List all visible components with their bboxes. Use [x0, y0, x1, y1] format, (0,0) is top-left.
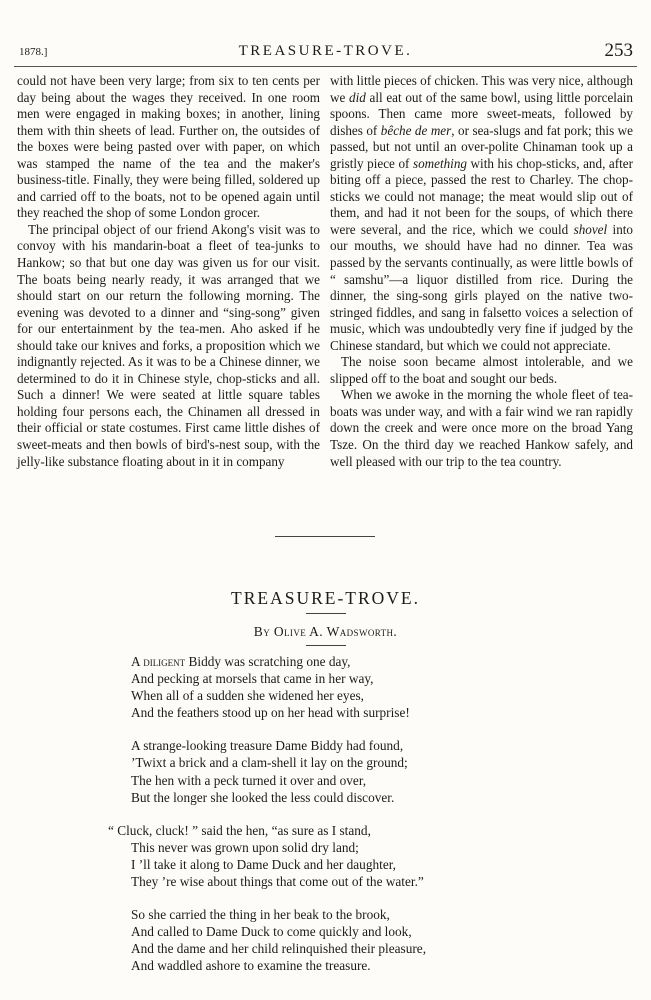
- poem-line: And pecking at morsels that came in her way,: [131, 671, 374, 687]
- stanza: [108, 822, 531, 890]
- poem-line: And waddled ashore to examine the treasure.: [131, 958, 371, 974]
- paragraph: The principal object of our friend Akong's visit was to convoy with his mandarin-boat a fleet of tea-junks to Hankow; so that but one day was given us for our visit. The boats being nearly ready, it was arranged that we should start on our return the following morning. The evening was devoted to a dinner and “sing-song” given for our entertainment by the tea-men. Aho asked if he should take our knives and forks, a proposition which we indignantly rejected. As it was to be a Chinese dinner, we determined to do it in Chinese style, chop-sticks and all. Such a dinner! We were seated at little square tables holding four persons each, the Chinamen all dressed in their official or state costumes. First came little dishes of sweet-meats and then bowls of bird's-nest soup, with the jelly-like substance floating about in it in company: [17, 221, 320, 469]
- author-name: By Olive A. Wadsworth.: [253, 624, 398, 639]
- italic-text: something: [412, 155, 467, 171]
- stanza: [131, 737, 531, 805]
- poem-line: [131, 653, 531, 670]
- right-column: [330, 73, 633, 470]
- left-column: [17, 73, 320, 470]
- poem-line: “ Cluck, cluck! ” said the hen, “as sure as I stand,: [108, 822, 371, 838]
- poem-line: And the dame and her child relinquished their pleasure,: [131, 941, 427, 957]
- byline-rule: [306, 645, 346, 646]
- paragraph: When we awoke in the morning the whole fleet of tea-boats was under way, and with a fair wind we ran rapidly down the creek and were once more on the broad Yang Tsze. On the third day we reached Hankow safely, and well pleased with our trip to the tea country.: [330, 387, 633, 469]
- poem-line: This never was grown upon solid dry land;: [131, 839, 359, 855]
- text-run: with little pieces of chicken. This was very nice, although we: [330, 73, 634, 105]
- paragraph: The noise soon became almost intolerable, and we slipped off to the boat and sought our beds.: [330, 354, 633, 386]
- small-caps-opening: A diligent: [131, 654, 186, 669]
- text-run: , or sea-slugs and fat pork; this we passed, but not until an over-polite Chinaman took up a gristly piece of: [330, 122, 633, 171]
- header-year: 1878.]: [19, 46, 48, 58]
- stanza: [131, 906, 531, 974]
- paragraph: could not have been very large; from six to ten cents per day being about the wages they received. In one room men were engaged in making boxes; in another, lining them with thin sheets of lead. Further on, the outsides of the boxes were being pasted over with paper, on which was stamped the name of the tea and the maker's business-title. Finally, they were being filled, soldered up and carried off to the boats, not to be opened again until they reached the shop of some London grocer.: [17, 73, 320, 221]
- text-run: Biddy was scratching one day,: [185, 654, 351, 669]
- poem-line: The hen with a peck turned it over and over,: [131, 772, 367, 788]
- poem-title: TREASURE-TROVE.: [231, 588, 420, 608]
- paragraph: [330, 73, 633, 354]
- poem-line: So she carried the thing in her beak to the brook,: [131, 907, 390, 923]
- poem-line: When all of a sudden she widened her eyes,: [131, 688, 364, 704]
- poem-byline: [0, 624, 651, 640]
- poem-line: And called to Dame Duck to come quickly and look,: [131, 924, 412, 940]
- italic-text: did: [349, 89, 366, 105]
- header-title: TREASURE-TROVE.: [238, 43, 413, 59]
- poem-line: I ’ll take it along to Dame Duck and her daughter,: [131, 856, 396, 872]
- title-rule: [306, 613, 346, 614]
- poem-line: But the longer she looked the less could discover.: [131, 789, 395, 805]
- poem-line: They ’re wise about things that come out of the water.”: [131, 874, 424, 890]
- poem-body: [108, 653, 531, 991]
- italic-text: bêche de mer: [380, 122, 452, 138]
- text-run: with his chop-sticks, and, after biting off a piece, passed the rest to Charley. The chop-sticks we could not manage; the meat would slip out of them, and had it not been for the soups, of which there were several, and the rice, which we could: [330, 155, 633, 237]
- header-rule: [14, 66, 637, 67]
- text-run: all eat out of the same bowl, using little porcelain spoons. Then came more sweet-meats, followed by dishes of: [330, 89, 633, 138]
- poem-line: ’Twixt a brick and a clam-shell it lay on the ground;: [131, 755, 408, 771]
- running-header: [14, 40, 637, 66]
- stanza: [131, 653, 531, 721]
- page-number: 253: [604, 40, 633, 61]
- poem-line: A strange-looking treasure Dame Biddy had found,: [131, 738, 404, 754]
- poem-line: And the feathers stood up on her head with surprise!: [131, 705, 410, 721]
- section-divider: [275, 536, 375, 537]
- text-run: into our mouths, we should have had no dinner. Tea was passed by the servants continually, as were little bowls of “ samshu”—a liquor distilled from rice. During the dinner, the sing-song girls played on the native two-stringed fiddles, and sang in falsetto voices a selection of music, which was undoubtedly very fine if judged by the Chinese standard, but which we could not appreciate.: [330, 221, 633, 353]
- italic-text: shovel: [573, 221, 608, 237]
